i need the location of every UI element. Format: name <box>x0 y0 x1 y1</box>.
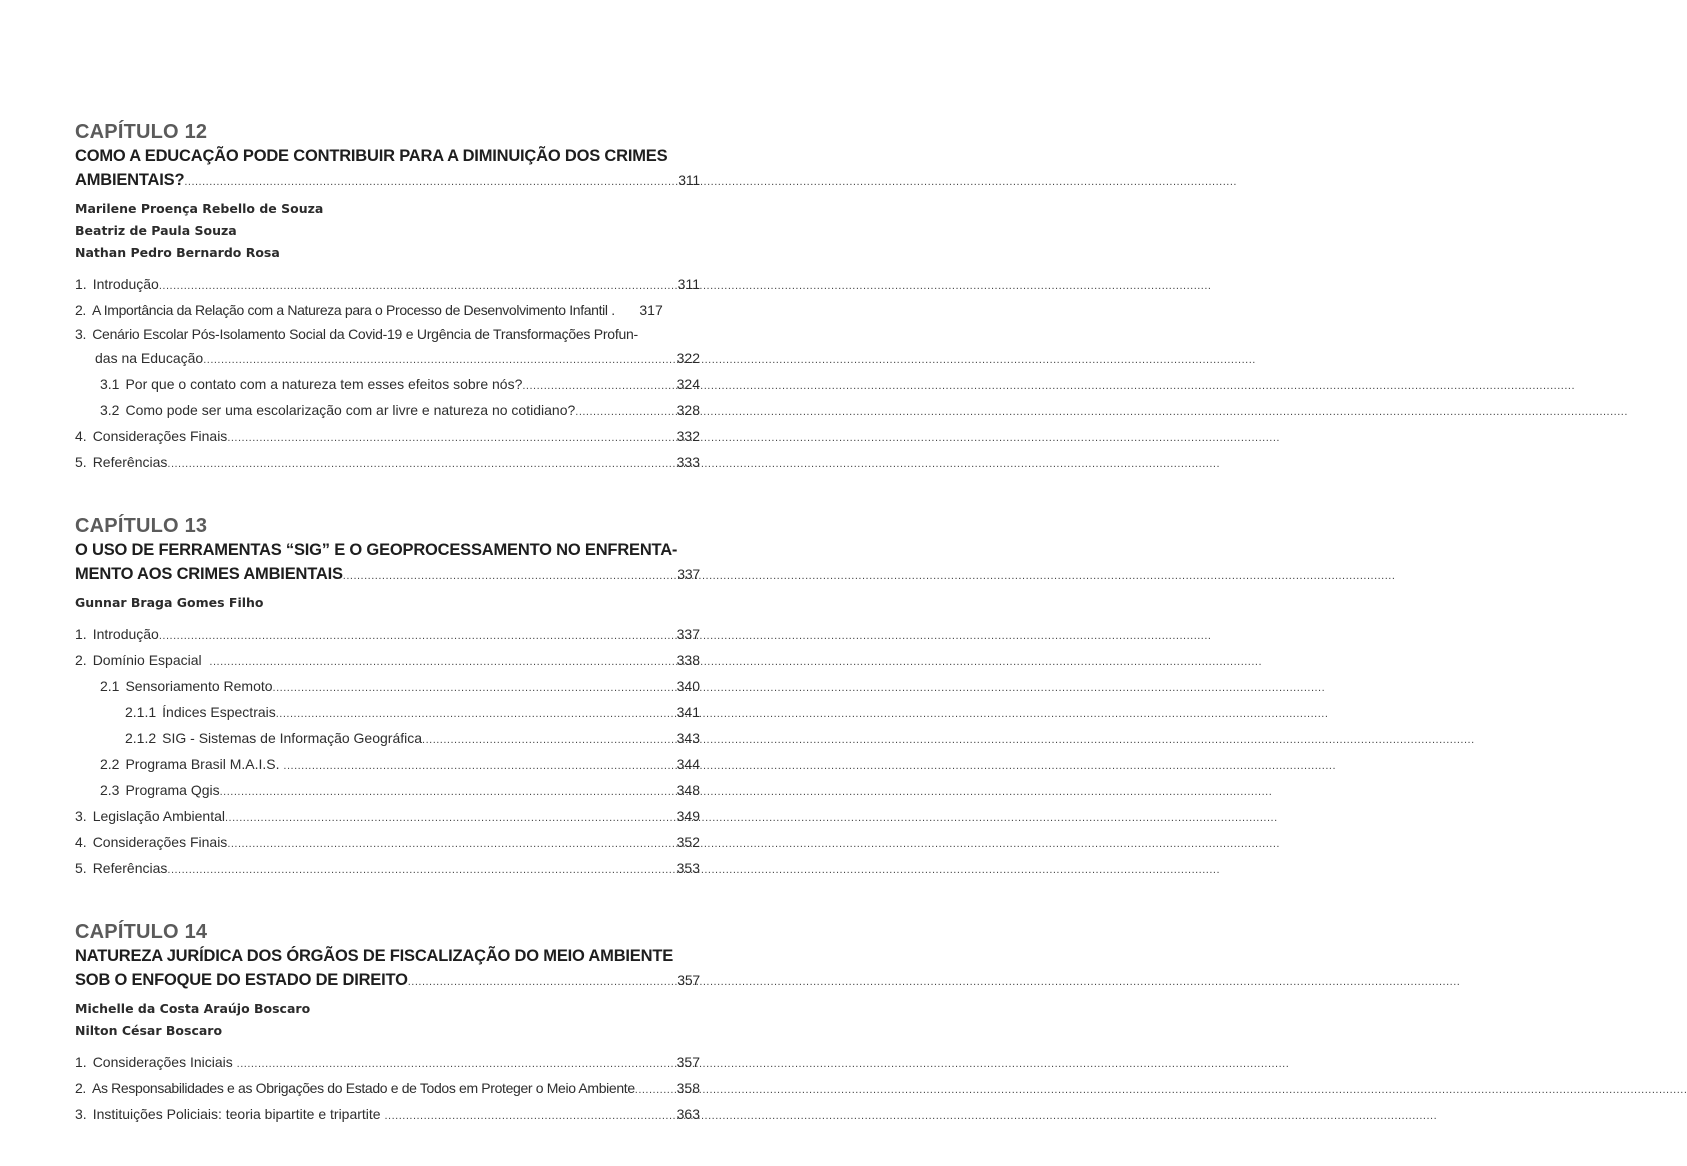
dot-leader <box>209 650 652 674</box>
author-name: Nilton César Boscaro <box>75 1023 223 1038</box>
entry-page-number: 340 <box>676 678 700 694</box>
chapter-title-line: NATUREZA JURÍDICA DOS ÓRGÃOS DE FISCALIZAÇÃO DO MEIO AMBIENTE <box>75 947 674 965</box>
entry-title: Sensoriamento Remoto <box>125 678 273 694</box>
entry-page-number: 363 <box>676 1106 700 1122</box>
author-name: Nathan Pedro Bernardo Rosa <box>75 245 280 260</box>
author-name: Beatriz de Paula Souza <box>75 223 237 238</box>
chapter-label: CAPÍTULO 12 <box>75 121 208 143</box>
toc-entry[interactable] <box>75 424 700 450</box>
chapter-label: CAPÍTULO 14 <box>75 921 208 943</box>
entry-page-number: 311 <box>677 276 700 292</box>
entry-title: SIG - Sistemas de Informação Geográfica <box>162 730 423 746</box>
entry-title: Introdução <box>92 626 159 642</box>
dot-leader <box>225 806 652 830</box>
dot-leader <box>203 348 652 372</box>
section-list <box>75 622 700 882</box>
chapter-title[interactable] <box>75 144 700 194</box>
toc-entry[interactable] <box>75 450 700 476</box>
chapter-title[interactable] <box>75 538 700 588</box>
toc-entry[interactable] <box>75 298 700 322</box>
toc-entry[interactable] <box>75 322 700 372</box>
dot-leader <box>159 274 652 298</box>
dot-leader <box>220 780 652 804</box>
toc-entry[interactable] <box>75 778 700 804</box>
entry-number: 2. <box>75 652 87 668</box>
toc-entry[interactable] <box>75 674 700 700</box>
entry-number: 5. <box>75 860 87 876</box>
toc-entry[interactable] <box>75 830 700 856</box>
author-name: Marilene Proença Rebello de Souza <box>75 201 324 216</box>
entry-title: Referências <box>92 454 168 470</box>
entry-page-number: 322 <box>676 350 700 366</box>
dot-leader <box>159 624 652 648</box>
toc-entry[interactable] <box>75 272 700 298</box>
chapter-page-number: 337 <box>677 566 700 582</box>
entry-title: Referências <box>92 860 168 876</box>
toc-entry[interactable] <box>75 622 700 648</box>
entry-page-number: 357 <box>676 1054 700 1070</box>
toc-entry[interactable] <box>75 700 700 726</box>
chapter-page-number: 311 <box>678 172 700 188</box>
toc-entry[interactable] <box>75 856 700 882</box>
entry-title: A Importância da Relação com a Natureza para o Processo de Desenvolvimento Infantil . <box>91 302 615 318</box>
toc-entry[interactable] <box>75 1050 700 1076</box>
entry-title: Considerações Finais <box>92 428 228 444</box>
entry-page-number: 332 <box>676 428 700 444</box>
entry-page-number: 352 <box>676 834 700 850</box>
entry-page-number: 348 <box>676 782 700 798</box>
author-list <box>75 198 700 264</box>
entry-page-number: 358 <box>676 1080 700 1096</box>
dot-leader <box>237 1052 652 1076</box>
entry-page-number: 341 <box>676 704 700 720</box>
entry-title: Programa Qgis <box>125 782 220 798</box>
toc-entry[interactable] <box>75 398 700 424</box>
entry-page-number: 343 <box>676 730 700 746</box>
entry-number: 3.2 <box>100 402 120 418</box>
entry-number: 3. <box>75 808 87 824</box>
entry-page-number: 328 <box>676 402 700 418</box>
chapter-title-line: COMO A EDUCAÇÃO PODE CONTRIBUIR PARA A DIMINUIÇÃO DOS CRIMES <box>75 147 668 165</box>
dot-leader <box>184 170 652 194</box>
entry-number: 2.1.2 <box>125 730 157 746</box>
entry-title: Por que o contato com a natureza tem esses efeitos sobre nós? <box>125 376 523 392</box>
dot-leader <box>276 702 652 726</box>
entry-page-number: 317 <box>639 302 663 318</box>
chapter-page-number: 357 <box>677 972 700 988</box>
toc-entry[interactable] <box>75 752 700 778</box>
entry-number: 2. <box>75 302 86 318</box>
dot-leader <box>343 564 652 588</box>
chapter-title-line: MENTO AOS CRIMES AMBIENTAIS <box>75 565 343 583</box>
entry-number: 3.1 <box>100 376 120 392</box>
chapter-14 <box>75 920 700 1128</box>
entry-number: 2.2 <box>100 756 120 772</box>
entry-title: Instituições Policiais: teoria bipartite e tripartite <box>92 1106 381 1122</box>
dot-leader <box>167 452 652 476</box>
chapter-12 <box>75 120 700 476</box>
toc-entry[interactable] <box>75 1076 700 1102</box>
toc-entry[interactable] <box>75 372 700 398</box>
dot-leader <box>422 728 652 752</box>
entry-title: Como pode ser uma escolarização com ar livre e natureza no cotidiano? <box>125 402 576 418</box>
author-name: Michelle da Costa Araújo Boscaro <box>75 1001 311 1016</box>
section-list <box>75 1050 700 1128</box>
toc-entry[interactable] <box>75 726 700 752</box>
entry-number: 3. <box>75 1106 87 1122</box>
dot-leader <box>408 970 652 994</box>
entry-number: 1. <box>75 276 87 292</box>
entry-page-number: 349 <box>676 808 700 824</box>
entry-page-number: 338 <box>676 652 700 668</box>
entry-title: Considerações Finais <box>92 834 228 850</box>
entry-page-number: 333 <box>676 454 700 470</box>
entry-number: 2.3 <box>100 782 120 798</box>
entry-title-continuation: das na Educação <box>95 350 204 366</box>
dot-leader <box>522 374 652 398</box>
entry-page-number: 324 <box>676 376 700 392</box>
dot-leader <box>227 832 652 856</box>
toc-entry[interactable] <box>75 1102 700 1128</box>
dot-leader <box>283 754 652 778</box>
chapter-title[interactable] <box>75 944 700 994</box>
entry-page-number: 344 <box>676 756 700 772</box>
entry-number: 2.1.1 <box>125 704 157 720</box>
entry-number: 1. <box>75 1054 87 1070</box>
chapter-label: CAPÍTULO 13 <box>75 515 208 537</box>
chapter-title-line: O USO DE FERRAMENTAS “SIG” E O GEOPROCESSAMENTO NO ENFRENTA- <box>75 541 678 559</box>
entry-title: Domínio Espacial <box>92 652 202 668</box>
entry-number: 1. <box>75 626 87 642</box>
entry-title: Considerações Iniciais <box>92 1054 233 1070</box>
entry-number: 4. <box>75 834 87 850</box>
entry-number: 4. <box>75 428 87 444</box>
dot-leader <box>167 858 652 882</box>
entry-title: Introdução <box>92 276 159 292</box>
dot-leader <box>635 1078 652 1102</box>
section-list <box>75 272 700 476</box>
entry-number: 3. <box>75 326 87 342</box>
entry-title: Legislação Ambiental <box>92 808 225 824</box>
entry-number: 2.1 <box>100 678 120 694</box>
entry-title: As Responsabilidades e as Obrigações do Estado e de Todos em Proteger o Meio Ambiente <box>91 1080 635 1096</box>
table-of-contents <box>75 120 700 1166</box>
dot-leader <box>385 1104 653 1128</box>
entry-number: 2. <box>75 1080 86 1096</box>
chapter-title-line: SOB O ENFOQUE DO ESTADO DE DIREITO <box>75 971 408 989</box>
toc-entry[interactable] <box>75 804 700 830</box>
entry-title: Programa Brasil M.A.I.S. <box>125 756 280 772</box>
dot-leader <box>273 676 652 700</box>
author-list <box>75 998 700 1042</box>
entry-title: Índices Espectrais <box>162 704 276 720</box>
dot-leader <box>227 426 652 450</box>
chapter-title-line: AMBIENTAIS? <box>75 171 185 189</box>
entry-title: Cenário Escolar Pós-Isolamento Social da Covid-19 e Urgência de Transformações Profun- <box>92 326 638 342</box>
author-list <box>75 592 700 614</box>
author-name: Gunnar Braga Gomes Filho <box>75 595 264 610</box>
chapter-13 <box>75 514 700 882</box>
entry-page-number: 337 <box>676 626 700 642</box>
entry-number: 5. <box>75 454 87 470</box>
dot-leader <box>575 400 652 424</box>
toc-entry[interactable] <box>75 648 700 674</box>
entry-page-number: 353 <box>676 860 700 876</box>
